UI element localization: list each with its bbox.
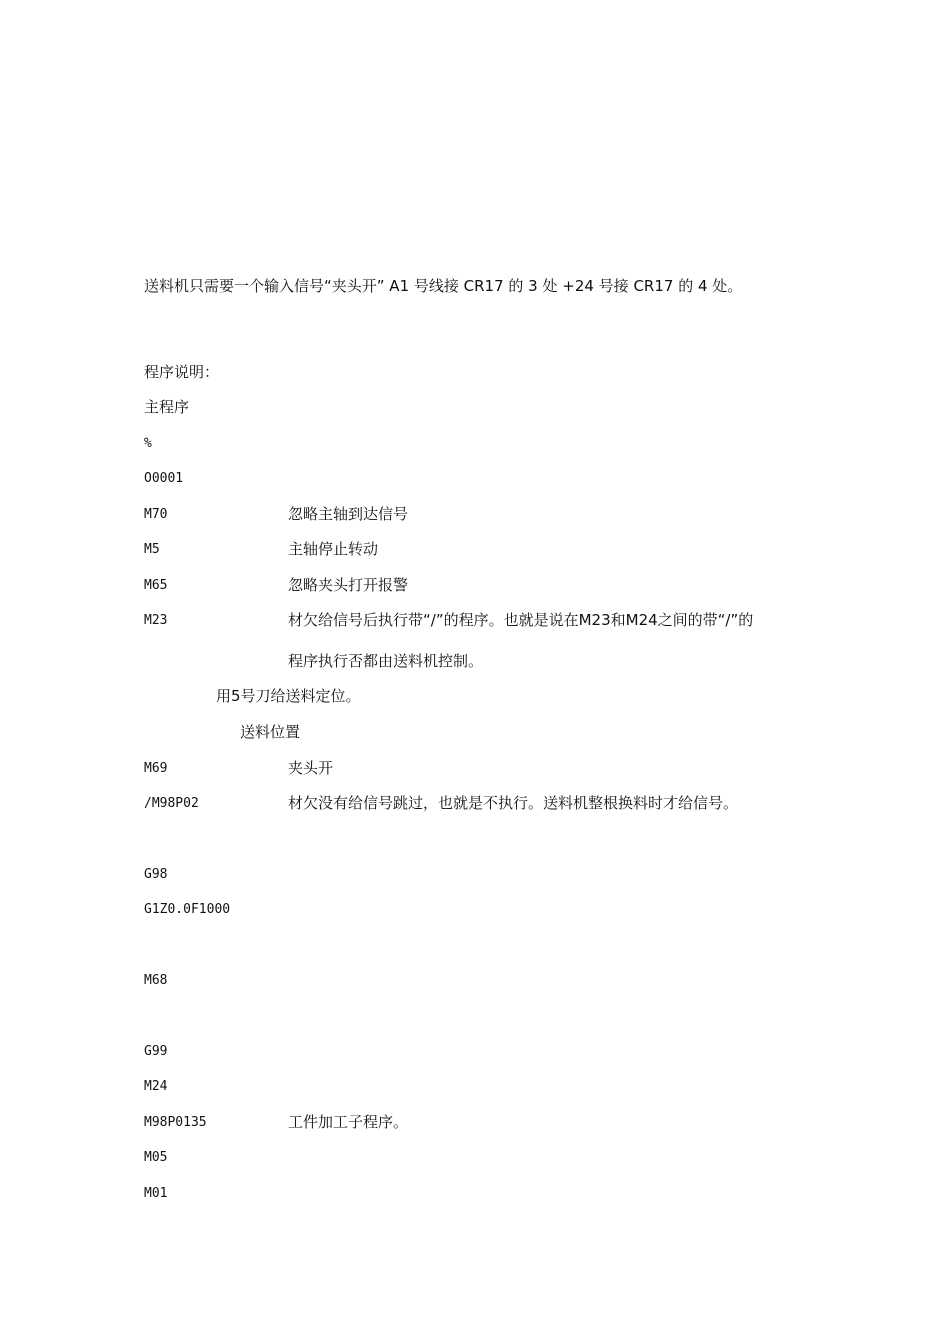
program-code: M23 (144, 613, 168, 628)
program-code: M98P0135 (144, 1115, 207, 1130)
program-comment: 工件加工子程序。 (288, 1113, 409, 1131)
program-comment: 送料位置 (240, 723, 301, 741)
program-comment: 程序执行否都由送料机控制。 (288, 652, 484, 670)
program-code: G99 (144, 1044, 168, 1059)
program-comment: 材欠没有给信号跳过，也就是不执行。送料机整根换料时才给信号。 (288, 794, 739, 812)
program-code: M68 (144, 973, 168, 988)
program-comment: 忽略主轴到达信号 (288, 505, 409, 523)
program-code: /M98P02 (144, 796, 199, 811)
program-code: M01 (144, 1186, 168, 1201)
program-comment: 忽略夹头打开报警 (288, 576, 409, 594)
program-code: M5 (144, 542, 160, 557)
main-program-label: 主程序 (144, 398, 190, 416)
program-comment: 用5号刀给送料定位。 (216, 687, 361, 705)
intro-paragraph: 送料机只需要一个输入信号“夹头开” A1 号线接 CR17 的 3 处 +24 号接 CR17 的 4 处。 (144, 277, 743, 295)
program-code: M05 (144, 1150, 168, 1165)
program-code: G98 (144, 867, 168, 882)
program-code: M70 (144, 507, 168, 522)
program-code: M65 (144, 578, 168, 593)
program-comment: 主轴停止转动 (288, 540, 379, 558)
program-code: % (144, 436, 152, 451)
program-comment: 材欠给信号后执行带“/”的程序。也就是说在M23和M24之间的带“/”的 (288, 611, 754, 629)
program-code: M69 (144, 761, 168, 776)
section-title: 程序说明： (144, 363, 220, 381)
program-code: O0001 (144, 471, 184, 486)
program-code: M24 (144, 1079, 168, 1094)
program-code: G1Z0.0F1000 (144, 902, 231, 917)
program-comment: 夹头开 (288, 759, 334, 777)
